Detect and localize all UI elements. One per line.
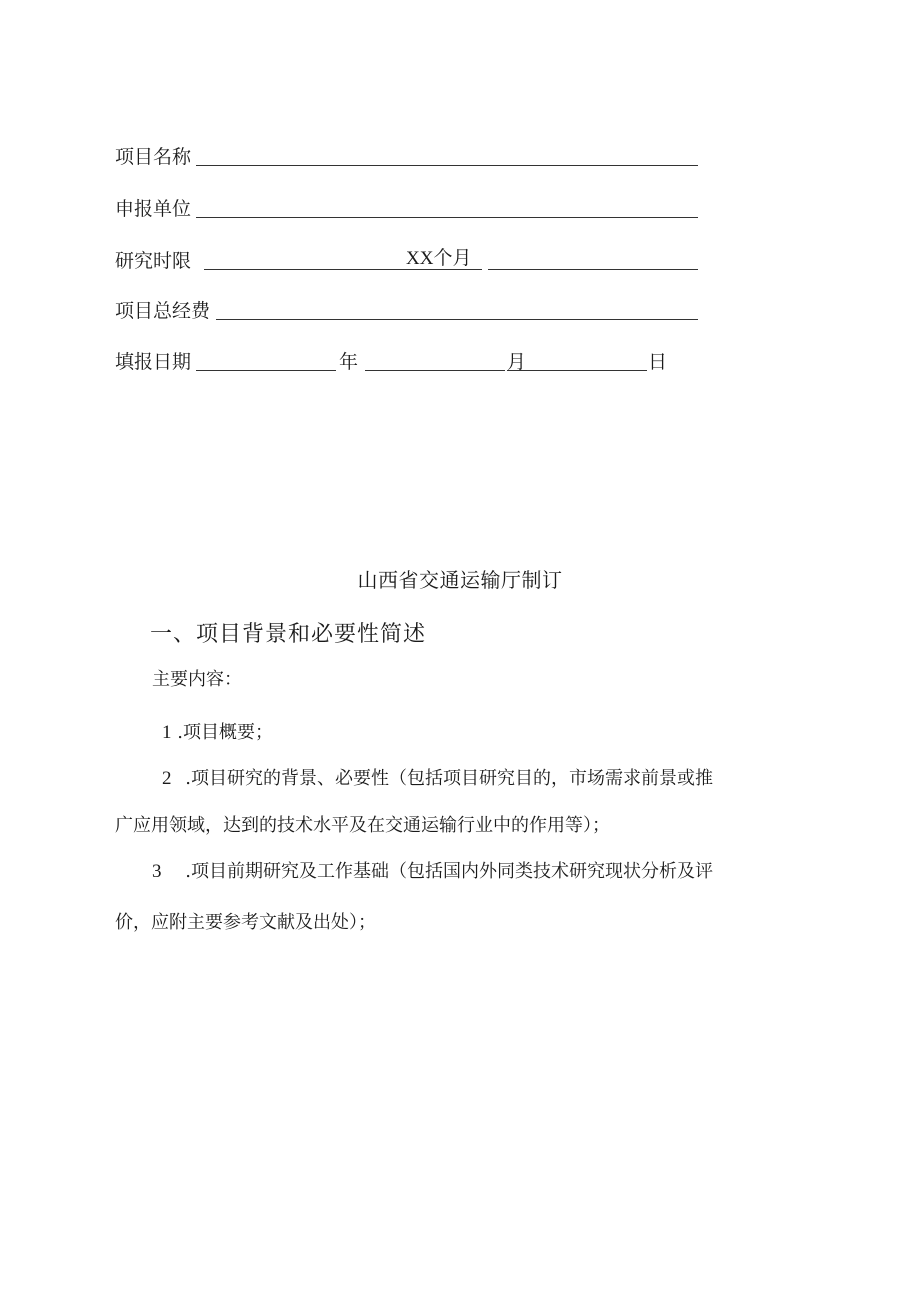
fill-date-month-underline[interactable] <box>365 370 505 371</box>
section-1-heading: 一、项目背景和必要性简述 <box>150 622 427 647</box>
applicant-unit-label: 申报单位 <box>115 198 192 220</box>
list-item-3-number: 3 <box>152 861 162 882</box>
research-period-value-underline <box>406 269 482 270</box>
fill-date-year-underline[interactable] <box>196 370 336 371</box>
list-item-2-continuation: 广应用领域，达到的技术水平及在交通运输行业中的作用等）； <box>115 815 610 836</box>
total-budget-underline[interactable] <box>216 319 698 320</box>
total-budget-label: 项目总经费 <box>115 300 211 322</box>
project-name-underline[interactable] <box>196 165 698 166</box>
month-label: 月 <box>507 351 527 373</box>
fill-date-day-underline[interactable] <box>507 370 647 371</box>
section-1-intro: 主要内容： <box>152 669 242 690</box>
list-item-2-number: 2 <box>162 768 172 789</box>
list-item-2-text: .项目研究的背景、必要性（包括项目研究目的，市场需求前景或推 <box>185 768 713 789</box>
research-period-value: XX个月 <box>406 248 472 269</box>
research-period-label: 研究时限 <box>115 250 192 272</box>
research-period-underline-right[interactable] <box>488 269 698 270</box>
applicant-unit-underline[interactable] <box>196 217 698 218</box>
list-item-2 <box>162 767 713 791</box>
list-item-1-number: 1 <box>162 722 172 743</box>
issuer-line: 山西省交通运输厅制订 <box>357 568 563 592</box>
list-item-3 <box>152 860 713 884</box>
research-period-underline-left[interactable] <box>204 269 406 270</box>
list-item-3-continuation: 价，应附主要参考文献及出处）； <box>115 912 376 933</box>
project-name-label: 项目名称 <box>115 146 192 168</box>
day-label: 日 <box>648 351 668 373</box>
year-label: 年 <box>339 351 359 373</box>
list-item-3-text: .项目前期研究及工作基础（包括国内外同类技术研究现状分析及评 <box>185 861 713 882</box>
list-item-1-text: .项目概要； <box>177 722 273 743</box>
fill-date-label: 填报日期 <box>115 351 192 373</box>
list-item-1 <box>162 721 273 745</box>
